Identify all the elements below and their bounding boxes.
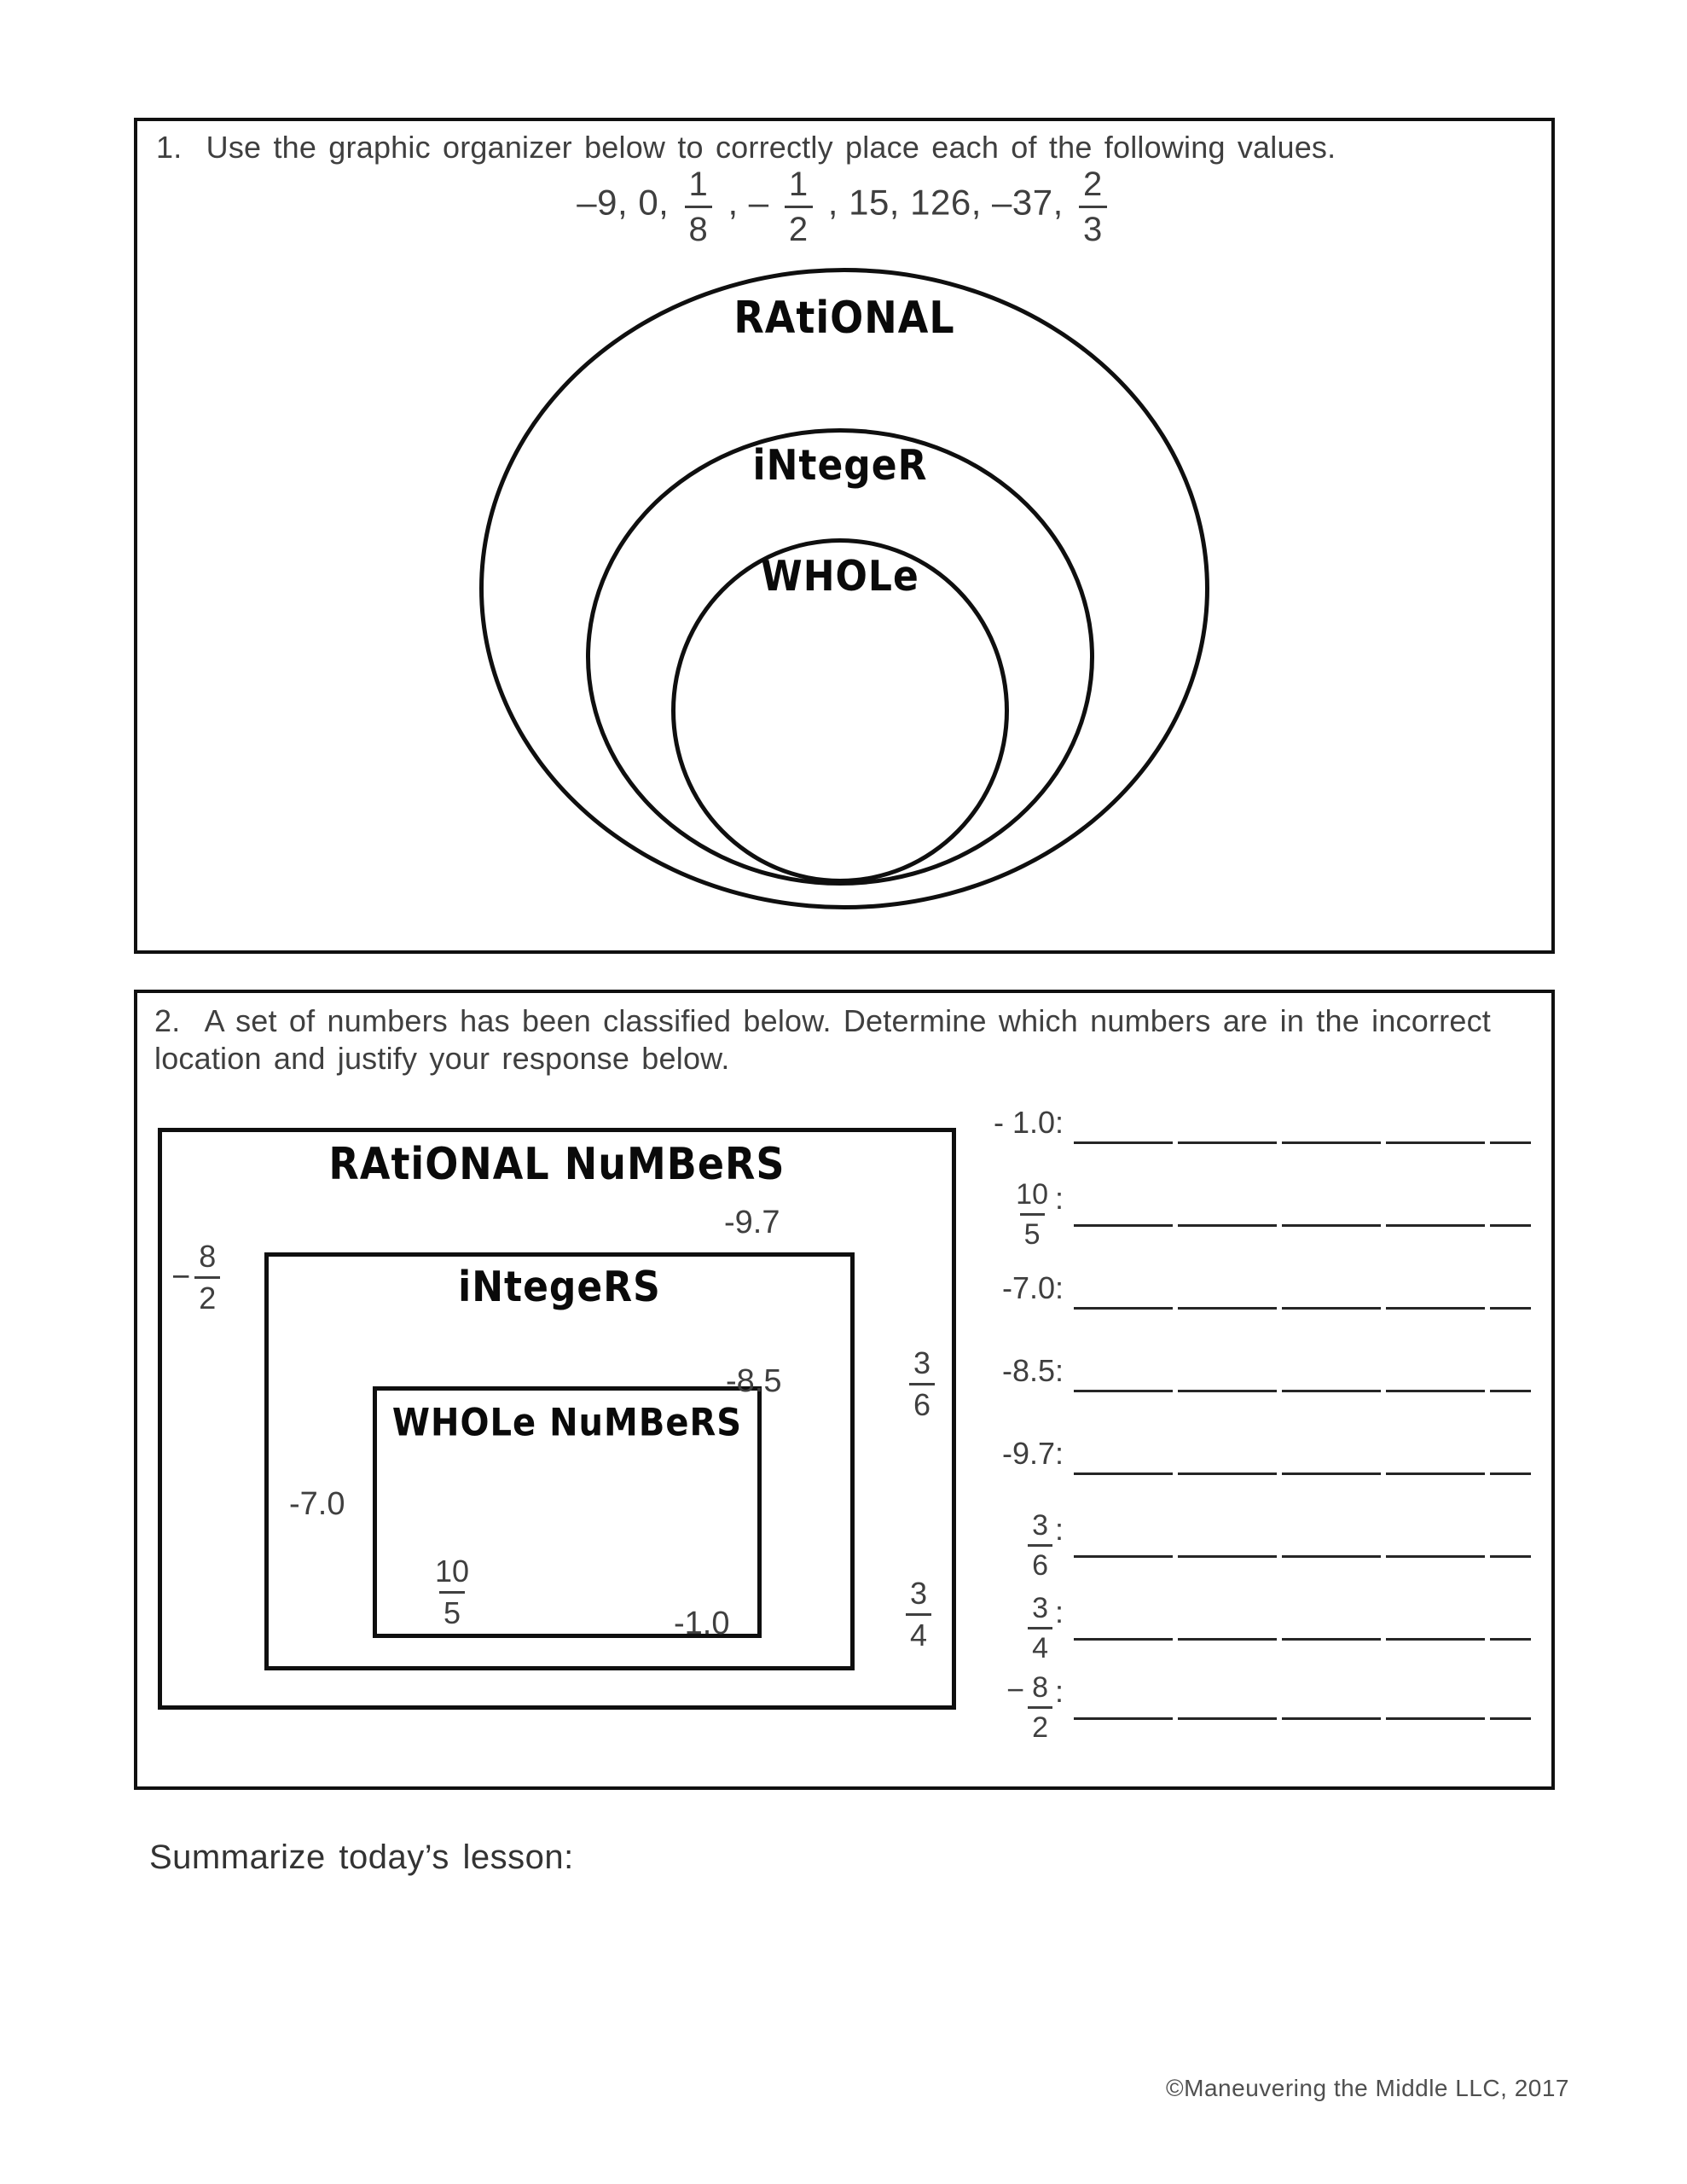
question2-number: 2. xyxy=(154,1003,181,1038)
answer-colon: : xyxy=(1054,1674,1064,1709)
fraction-10-over-5 xyxy=(431,1556,473,1629)
diagram-value-neg-1-0: -1.0 xyxy=(674,1606,730,1641)
fraction-denominator: 4 xyxy=(1028,1627,1052,1663)
fraction-one-half xyxy=(785,167,813,247)
fraction-one-eighth xyxy=(685,167,713,247)
answer-colon: : xyxy=(1054,1181,1064,1216)
answer-blank-line[interactable] xyxy=(1074,1638,1531,1641)
minus-sign: − xyxy=(171,1259,191,1295)
question2-prompt-line1 xyxy=(154,1003,1491,1039)
answer-blank-line[interactable] xyxy=(1074,1224,1531,1227)
answer-row-3-over-6 xyxy=(919,1509,1531,1582)
answer-row-3-over-4 xyxy=(919,1592,1531,1664)
fraction-numerator: 3 xyxy=(913,1345,931,1380)
summarize-label: Summarize today’s lesson: xyxy=(149,1838,574,1876)
fraction-numerator: 8 xyxy=(199,1239,217,1274)
answer-blank-line[interactable] xyxy=(1074,1472,1531,1475)
fraction-10-over-5 xyxy=(1012,1180,1052,1249)
diagram-value-neg-9-7: -9.7 xyxy=(724,1205,780,1240)
answer-label xyxy=(919,1270,1064,1310)
answer-row-neg-7-0 xyxy=(919,1270,1531,1310)
answer-colon: : xyxy=(1054,1512,1064,1547)
question2-prompt-text2: location and justify your response below. xyxy=(154,1041,730,1076)
answer-row-10-over-5 xyxy=(919,1178,1531,1251)
fraction-denominator: 2 xyxy=(194,1276,220,1314)
question1-prompt xyxy=(156,130,1336,166)
answer-label-text: -8.5: xyxy=(1001,1353,1064,1388)
answer-label xyxy=(919,1353,1064,1392)
fraction-8-over-2 xyxy=(1028,1673,1052,1742)
answer-label xyxy=(919,1178,1064,1251)
fraction-3-over-6 xyxy=(1028,1511,1052,1580)
answer-blank-line[interactable] xyxy=(1074,1717,1531,1720)
venn-label-integer: iNtegeR xyxy=(752,441,928,491)
fraction-numerator: 2 xyxy=(1082,166,1103,203)
answer-label-text: -9.7: xyxy=(1001,1436,1064,1471)
answer-label xyxy=(919,1671,1064,1744)
answer-label xyxy=(919,1592,1064,1664)
fraction-3-over-4 xyxy=(1028,1594,1052,1663)
fraction-denominator: 3 xyxy=(1079,206,1107,247)
answer-row-neg-1-0 xyxy=(919,1105,1531,1144)
fraction-numerator: 3 xyxy=(1032,1509,1048,1542)
values-segment-1: –9, 0, xyxy=(577,182,670,223)
question1-box xyxy=(134,118,1555,954)
fraction-numerator: 1 xyxy=(688,166,709,203)
diagram-value-neg-8-5: -8.5 xyxy=(726,1363,782,1399)
diagram-value-neg-8-over-2 xyxy=(171,1241,220,1314)
answer-row-neg-9-7 xyxy=(919,1436,1531,1475)
values-segment-3: , 15, 126, –37, xyxy=(827,182,1064,223)
fraction-denominator: 2 xyxy=(1028,1706,1052,1742)
question2-prompt-text1: A set of numbers has been classified below. Determine which numbers are in the incorrect xyxy=(204,1003,1491,1038)
answer-label-text: - 1.0: xyxy=(993,1105,1064,1140)
integers-label: iNtegeRS xyxy=(458,1263,661,1312)
answer-blank-line[interactable] xyxy=(1074,1307,1531,1310)
fraction-numerator: 3 xyxy=(1032,1592,1048,1624)
fraction-denominator: 8 xyxy=(685,206,713,247)
fraction-denominator: 5 xyxy=(1020,1213,1045,1249)
fraction-denominator: 5 xyxy=(439,1591,465,1629)
answer-row-neg-8-over-2 xyxy=(919,1671,1531,1744)
fraction-denominator: 6 xyxy=(909,1383,935,1420)
diagram-value-neg-7-0: -7.0 xyxy=(289,1486,345,1522)
rational-numbers-label: RAtiONAL NuMBeRS xyxy=(328,1138,786,1190)
answer-blank-line[interactable] xyxy=(1074,1555,1531,1558)
question1-number: 1. xyxy=(156,130,183,165)
whole-numbers-label: WHOLe NuMBeRS xyxy=(391,1401,743,1445)
fraction-denominator: 4 xyxy=(906,1613,931,1651)
answer-colon: : xyxy=(1054,1594,1064,1629)
answer-blank-line[interactable] xyxy=(1074,1390,1531,1392)
venn-label-whole: WHOLe xyxy=(761,552,919,601)
fraction-8-over-2 xyxy=(194,1241,220,1314)
fraction-numerator: 10 xyxy=(1016,1178,1048,1211)
question2-box xyxy=(134,990,1555,1790)
fraction-numerator: 8 xyxy=(1032,1671,1048,1704)
fraction-denominator: 2 xyxy=(785,206,813,247)
fraction-numerator: 10 xyxy=(435,1554,470,1589)
copyright-text: ©Maneuvering the Middle LLC, 2017 xyxy=(1166,2075,1569,2101)
fraction-denominator: 6 xyxy=(1028,1544,1052,1580)
answer-row-neg-8-5 xyxy=(919,1353,1531,1392)
values-segment-2: , – xyxy=(728,182,769,223)
fraction-numerator: 3 xyxy=(910,1576,928,1611)
answer-blank-line[interactable] xyxy=(1074,1141,1531,1144)
question1-values-line xyxy=(137,166,1551,248)
answer-label xyxy=(919,1105,1064,1144)
answer-label xyxy=(919,1436,1064,1475)
minus-sign: − xyxy=(1006,1672,1025,1707)
fraction-two-thirds xyxy=(1079,167,1107,247)
venn-label-rational: RAtiONAL xyxy=(733,292,955,344)
answer-label xyxy=(919,1509,1064,1582)
question1-prompt-text: Use the graphic organizer below to correctly place each of the following values. xyxy=(206,130,1336,165)
diagram-value-10-over-5 xyxy=(431,1556,473,1629)
answer-label-text: -7.0: xyxy=(1001,1270,1064,1305)
question2-prompt-line2 xyxy=(154,1041,730,1077)
fraction-numerator: 1 xyxy=(788,166,809,203)
